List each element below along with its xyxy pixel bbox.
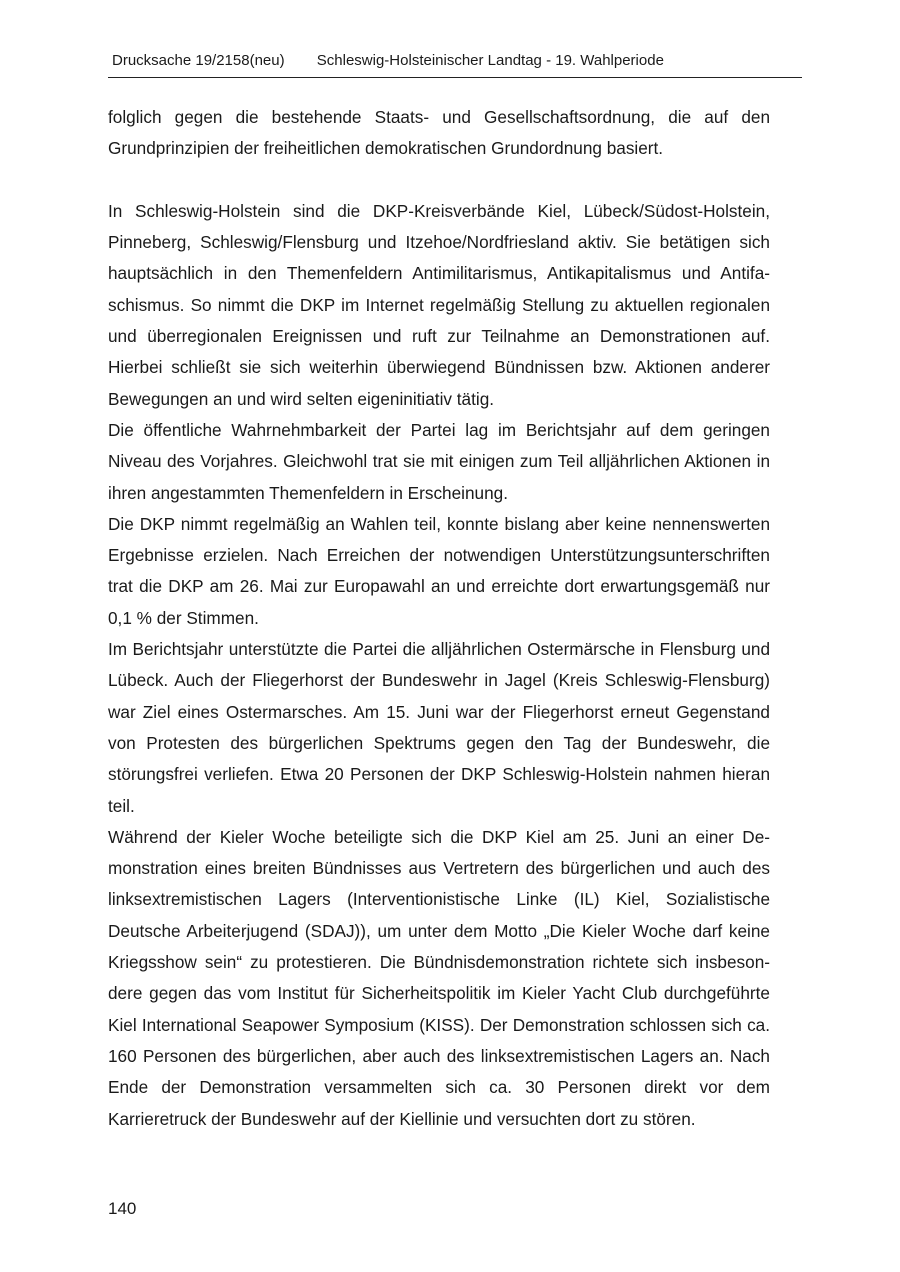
body-text [108, 102, 770, 1135]
parliament-title: Schleswig-Holsteinischer Landtag - 19. Wahlperiode [316, 52, 664, 69]
paragraph-kieler-woche: Während der Kieler Woche beteiligte sich die DKP Kiel am 25. Juni an einer Demonstration eines breiten Bündnisses aus Vertretern des bürgerlichen und auch des linksextremistischen Lagers (Interventionistische Linke (IL) Kiel, Sozialistische Deutsche Arbeiterjugend (SDAJ)), um unter dem Motto „Die Kieler Woche darf keine Kriegsshow sein“ zu protestieren. Die Bündnisdemonstration richtete sich insbesondere gegen das vom Institut für Sicherheitspolitik im Kieler Yacht Club durchgeführte Kiel International Seapower Symposium (KISS). Der Demonstration schlossen sich ca. 160 Personen des bürgerlichen, aber auch des linksextremistischen Lagers an. Nach Ende der Demonstration versammelten sich ca. 30 Personen direkt vor dem Karrieretruck der Bundeswehr auf der Kiellinie und versuchten dort zu stören. [108, 826, 770, 1129]
paragraph-ostermaersche: Im Berichtsjahr unterstützte die Partei die alljährlichen Ostermärsche in Flensburg und Lübeck. Auch der Fliegerhorst der Bundeswehr in Jagel (Kreis Schleswig-Flensburg) war Ziel eines Ostermarsches. Am 15. Juni war der Fliegerhorst erneut Gegenstand von Protesten des bürgerlichen Spektrums gegen den Tag der Bundeswehr, die störungsfrei verliefen. Etwa 20 Personen der DKP Schleswig-Holstein nahmen hieran teil. [108, 639, 770, 816]
page-header [108, 51, 802, 78]
page-number: 140 [108, 1199, 137, 1218]
paragraph-wahrnehmbarkeit: Die öffentliche Wahrnehmbarkeit der Partei lag im Berichtsjahr auf dem geringen Niveau des Vorjahres. Gleichwohl trat sie mit einigen zum Teil alljährlichen Aktionen in ihren angestammten Themenfeldern in Erscheinung. [108, 419, 770, 503]
document-number: Drucksache 19/2158(neu) [112, 52, 285, 69]
paragraph-wahlen: Die DKP nimmt regelmäßig an Wahlen teil, konnte bislang aber keine nennenswerten Ergebnisse erzielen. Nach Erreichen der notwendigen Unterstützungsunterschriften trat die DKP am 26. Mai zur Europawahl an und erreichte dort erwartungsgemäß nur 0,1 % der Stimmen. [108, 513, 770, 628]
paragraph-intro: folglich gegen die bestehende Staats- und Gesellschaftsordnung, die auf den Grundprinzipien der freiheitlichen demokratischen Grundordnung basiert. [108, 107, 770, 159]
paragraph-kreisverbaende: In Schleswig-Holstein sind die DKP-Kreisverbände Kiel, Lübeck/Südost-Holstein, Pinneberg, Schleswig/Flensburg und Itzehoe/Nordfriesland aktiv. Sie betätigen sich hauptsächlich in den Themenfeldern Antimilitarismus, Antikapitalismus und Antifaschismus. So nimmt die DKP im Internet regelmäßig Stellung zu aktuellen regionalen und überregionalen Ereignissen und ruft zur Teilnahme an Demonstrationen auf. Hierbei schließt sie sich weiterhin überwiegend Bündnissen bzw. Aktionen anderer Bewegungen an und wird selten eigeninitiativ tätig. [108, 200, 770, 409]
